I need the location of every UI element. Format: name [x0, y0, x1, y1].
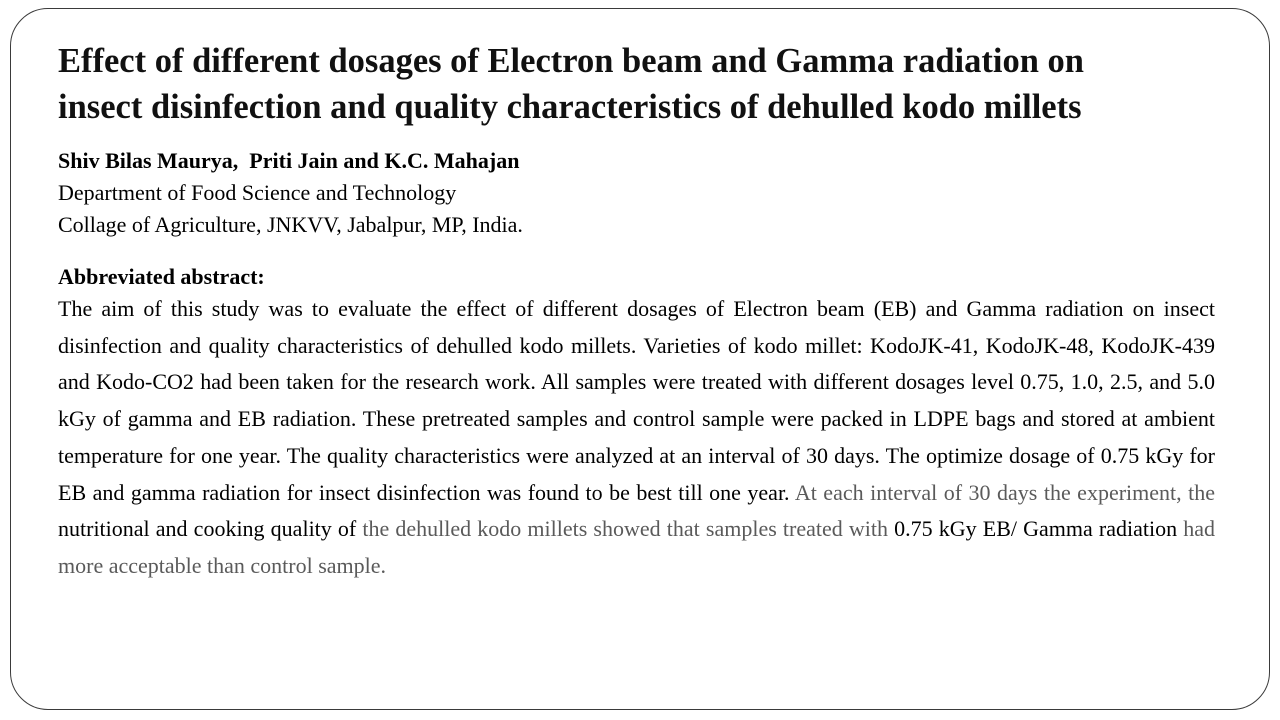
author-names: Shiv Bilas Maurya, Priti Jain and K.C. Mahajan	[58, 148, 520, 173]
author-block	[58, 145, 523, 241]
abstract-heading: Abbreviated abstract:	[58, 264, 265, 289]
abstract-main: The aim of this study was to evaluate the effect of different dosages of Electron beam (EB) and Gamma radiation on insect disinfection and quality characteristics of dehulled kodo millets. Varieties of kodo millet: KodoJK-41, KodoJK-48, KodoJK-439 and Kodo-CO2 had been taken for the research work. All samples were treated with different dosages level 0.75, 1.0, 2.5, and 5.0 kGy of gamma and EB radiation. These pretreated samples and control sample were packed in LDPE bags and stored at ambient temperature for one year. The quality characteristics were analyzed at an interval of 30 days. The optimize dosage of 0.75 kGy for EB and gamma radiation for insect disinfection was found to be best till one year.	[58, 296, 1215, 505]
title-line-2: insect disinfection and quality characteristics of dehulled kodo millets	[58, 88, 1082, 126]
abstract-part-1: At each interval of 30 days the experiment, the	[789, 479, 1215, 505]
college: Collage of Agriculture, JNKVV, Jabalpur, MP, India.	[58, 212, 523, 237]
department: Department of Food Science and Technology	[58, 180, 457, 205]
abstract-part-2: nutritional and cooking quality of	[58, 516, 363, 542]
slide-title	[58, 38, 1238, 130]
abstract-part-3: the dehulled kodo millets showed that samples treated with	[362, 516, 895, 542]
abstract-part-4: 0.75 kGy EB/ Gamma radiation	[894, 516, 1178, 542]
abstract-part-5: had more acceptable than control sample.	[58, 516, 1216, 578]
abstract-body	[58, 291, 1215, 585]
title-line-1: Effect of different dosages of Electron beam and Gamma radiation on	[58, 42, 1084, 80]
